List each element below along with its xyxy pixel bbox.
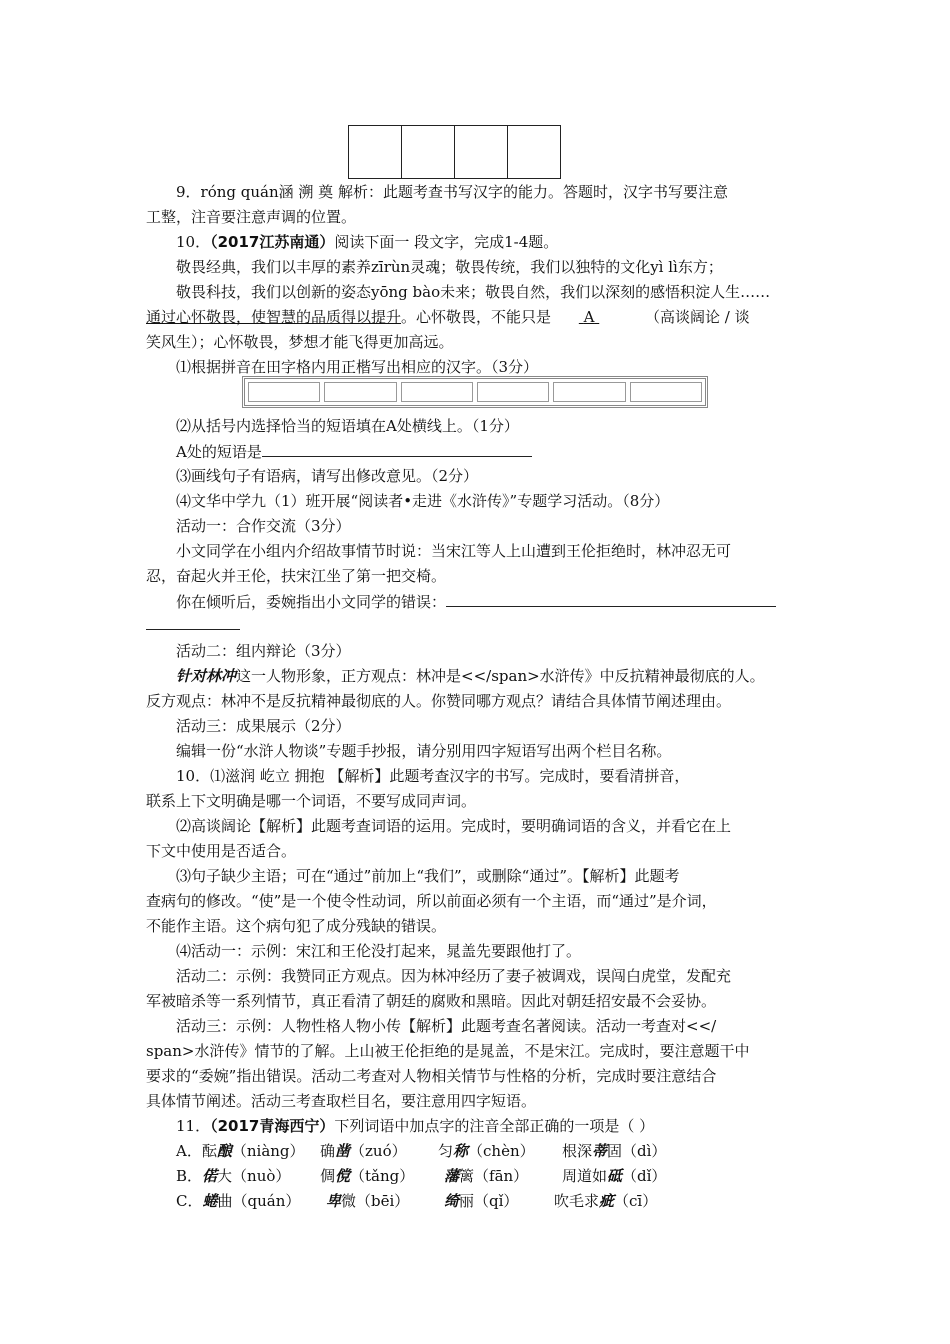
answer1-line1: 10．⑴滋润 屹立 拥抱 【解析】此题考查汉字的书写。完成时，要看清拼音，	[176, 767, 690, 785]
blank-a[interactable]	[551, 305, 627, 329]
q10-heading	[176, 230, 558, 254]
answer1-line2: 联系上下文明确是哪一个词语，不要写成同声词。	[146, 792, 477, 810]
word: C．蜷曲（quán）	[176, 1192, 301, 1210]
word: 根深蒂固（dì）	[562, 1142, 667, 1160]
word: 绮丽（qǐ）	[444, 1192, 519, 1210]
word: 周道如砥（dǐ）	[562, 1167, 667, 1185]
pinyin-writing-grid	[242, 376, 708, 408]
activity1-line1: 小文同学在小组内介绍故事情节时说：当宋江等人上山遭到王伦拒绝时，林冲忍无可	[176, 542, 732, 560]
grid-cell[interactable]	[324, 382, 396, 402]
activity1-line2: 忍，奋起火并王伦，扶宋江坐了第一把交椅。	[146, 567, 447, 585]
activity3-title: 活动三：成果展示（2分）	[176, 717, 351, 735]
activity2-text: 这一人物形象，正方观点：林冲是<</span>水浒传》中反抗精神最彻底的人。	[236, 667, 765, 685]
q10-sub1: ⑴根据拼音在田字格内用正楷写出相应的汉字。（3分）	[176, 358, 539, 376]
q9-line1: 9．róng quán涵 溯 奠 解析：此题考查书写汉字的能力。答题时，汉字书写要注意	[176, 183, 728, 201]
q11-source: （2017青海西宁）	[210, 1117, 335, 1135]
answer4-line3: 军被暗杀等一系列情节，真正看清了朝廷的腐败和黑暗。因此对朝廷招安最不会妥协。	[146, 992, 717, 1010]
grid-cell[interactable]	[349, 126, 402, 179]
q10-sub2-answer	[176, 439, 532, 463]
prompt-text: 你在倾听后，委婉指出小文同学的错误：	[176, 593, 447, 611]
answer-blank[interactable]	[262, 439, 532, 457]
q10-source: （2017江苏南通）	[210, 233, 335, 251]
q10-number: 10．	[176, 233, 211, 251]
q10-passage-line1: 敬畏经典，我们以丰厚的素养zīrùn灵魂；敬畏传统，我们以独特的文化yì lì东方；	[176, 258, 723, 276]
answer4-line2: 活动二：示例：我赞同正方观点。因为林冲经历了妻子被调戏，误闯白虎堂，发配充	[176, 967, 732, 985]
activity2-title: 活动二：组内辩论（3分）	[176, 642, 351, 660]
word: 卑微（bēi）	[326, 1192, 410, 1210]
q11-heading	[176, 1114, 654, 1138]
phrase-options: （高谈阔论 / 谈	[645, 308, 750, 326]
grid-cell[interactable]	[248, 382, 320, 402]
answer-blank-continued[interactable]	[146, 629, 240, 630]
q10-passage-line4: 笑风生）；心怀敬畏，梦想才能飞得更加高远。	[146, 333, 454, 351]
word: 倜傥（tǎng）	[320, 1167, 415, 1185]
q10-intro: 阅读下面一 段文字，完成1-4题。	[334, 233, 559, 251]
answer3-line2: 查病句的修改。“使”是一个使令性动词，所以前面必须有一个主语，而“通过”是介词，	[146, 892, 717, 910]
activity2-line1	[176, 664, 765, 688]
word: 藩篱（fān）	[444, 1167, 529, 1185]
q10-sub2: ⑵从括号内选择恰当的短语填在A处横线上。（1分）	[176, 417, 519, 435]
word: B．偌大（nuò）	[176, 1167, 291, 1185]
answer-label: A处的短语是	[176, 443, 262, 461]
grid-cell[interactable]	[553, 382, 625, 402]
q10-sub4: ⑷文华中学九（1）班开展“阅读者•走进《水浒传》”专题学习活动。（8分）	[176, 492, 670, 510]
word: 匀称（chèn）	[438, 1142, 535, 1160]
passage-text: 。心怀敬畏，不能只是	[401, 308, 552, 326]
writing-grid-top	[348, 125, 561, 179]
answer4-line5: span>水浒传》情节的了解。上山被王伦拒绝的是晁盖，不是宋江。完成时，要注意题干中	[146, 1042, 750, 1060]
q10-sub3: ⑶画线句子有语病，请写出修改意见。（2分）	[176, 467, 479, 485]
activity3-line1: 编辑一份“水浒人物谈”专题手抄报，请分别用四字短语写出两个栏目名称。	[176, 742, 672, 760]
blank-a-label: A	[583, 308, 595, 326]
answer4-line4: 活动三：示例：人物性格人物小传【解析】此题考查名著阅读。活动一考查对<</	[176, 1017, 717, 1035]
underlined-sentence: 通过心怀敬畏，使智慧的品质得以提升	[146, 308, 402, 326]
activity1-prompt	[176, 589, 776, 613]
grid-cell[interactable]	[630, 382, 702, 402]
grid-cell[interactable]	[455, 126, 508, 179]
answer4-line1: ⑷活动一：示例：宋江和王伦没打起来，晁盖先要跟他打了。	[176, 942, 582, 960]
grid-cell[interactable]	[401, 382, 473, 402]
grid-cell[interactable]	[402, 126, 455, 179]
emphasis-text: 针对林冲	[176, 667, 237, 685]
answer4-line7: 具体情节阐述。活动三考查取栏目名，要注意用四字短语。	[146, 1092, 537, 1110]
answer-blank[interactable]	[446, 589, 776, 607]
answer2-line1: ⑵高谈阔论【解析】此题考查词语的运用。完成时，要明确词语的含义，并看它在上	[176, 817, 732, 835]
q10-passage-line3	[146, 305, 750, 329]
grid-cell[interactable]	[508, 126, 561, 179]
answer4-line6: 要求的“委婉”指出错误。活动二考查对人物相关情节与性格的分析，完成时要注意结合	[146, 1067, 717, 1085]
q10-passage-line2: 敬畏科技，我们以创新的姿态yōng bào未来；敬畏自然，我们以深刻的感悟积淀人生……	[176, 283, 771, 301]
q9-line2: 工整，注音要注意声调的位置。	[146, 208, 357, 226]
answer3-line3: 不能作主语。这个病句犯了成分残缺的错误。	[146, 917, 447, 935]
word: 确凿（zuó）	[320, 1142, 407, 1160]
grid-cell[interactable]	[477, 382, 549, 402]
q11-number: 11．	[176, 1117, 211, 1135]
word: 吹毛求疵（cī）	[554, 1192, 658, 1210]
activity1-title: 活动一：合作交流（3分）	[176, 517, 351, 535]
answer3-line1: ⑶句子缺少主语；可在“通过”前加上“我们”，或删除“通过”。【解析】此题考	[176, 867, 680, 885]
q11-stem: 下列词语中加点字的注音全部正确的一项是（ ）	[334, 1117, 655, 1135]
answer2-line2: 下文中使用是否适合。	[146, 842, 297, 860]
word: A．酝酿（niàng）	[176, 1142, 305, 1160]
activity2-line2: 反方观点：林冲不是反抗精神最彻底的人。你赞同哪方观点？请结合具体情节阐述理由。	[146, 692, 732, 710]
